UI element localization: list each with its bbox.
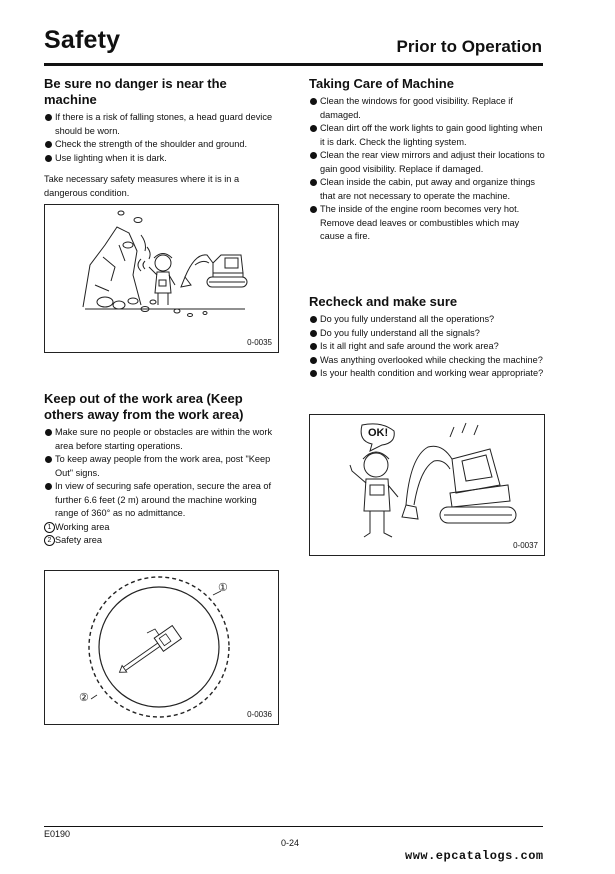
header-divider [44, 63, 543, 66]
bullet-list [309, 95, 545, 244]
figure-ok-check [309, 414, 545, 556]
list-item-text: Clean the windows for good visibility. Replace if damaged. [320, 96, 513, 120]
section-recheck [309, 294, 545, 381]
list-item [309, 122, 545, 149]
section-danger-check [44, 76, 278, 200]
list-item-text: Use lighting when it is dark. [55, 152, 167, 163]
list-item-text: Clean dirt off the work lights to gain good lighting when it is dark. Check the lighting system. [320, 123, 543, 147]
list-item [309, 313, 545, 327]
section-heading: Be sure no danger is near the machine [44, 76, 227, 107]
bullet-icon [310, 330, 317, 337]
legend-text: Safety area [55, 535, 102, 545]
bullet-list [309, 313, 545, 381]
list-item [309, 354, 545, 368]
list-item [44, 480, 278, 521]
list-item [309, 367, 545, 381]
bullet-icon [45, 483, 52, 490]
bullet-icon [45, 114, 52, 121]
list-item [44, 152, 278, 166]
bullet-icon [310, 98, 317, 105]
list-item [44, 426, 278, 453]
bullet-list [44, 111, 278, 165]
callout-safety-area: ② [79, 692, 89, 704]
bullet-icon [310, 316, 317, 323]
legend-list [44, 521, 278, 548]
list-item-text: Was anything overlooked while checking the machine? [320, 354, 543, 365]
figure-falling-stones [44, 204, 279, 353]
bullet-icon [310, 206, 317, 213]
paragraph: Take necessary safety measures where it is in a dangerous condition. [44, 174, 240, 198]
callout-working-area: ① [218, 582, 228, 594]
footer-divider [44, 826, 543, 827]
legend-number: 1 [44, 522, 55, 533]
list-item [44, 138, 278, 152]
page-title: Safety [44, 26, 121, 54]
bullet-icon [310, 370, 317, 377]
bullet-icon [310, 343, 317, 350]
legend-item [44, 534, 278, 548]
list-item [44, 453, 278, 480]
list-item-text: The inside of the engine room becomes very hot. Remove dead leaves or combustibles which may cause a fire. [320, 204, 520, 241]
list-item [309, 149, 545, 176]
figure-id: 0-0036 [247, 710, 272, 719]
bullet-icon [45, 155, 52, 162]
watermark-url: www.epcatalogs.com [405, 849, 544, 863]
figure-work-area-circles [44, 570, 279, 725]
bullet-icon [310, 125, 317, 132]
list-item-text: Check the strength of the shoulder and ground. [55, 139, 248, 149]
illustration-worker-ok-excavator [310, 415, 544, 555]
list-item-text: To keep away people from the work area, post "Keep Out" signs. [55, 454, 271, 478]
list-item-text: If there is a risk of falling stones, a head guard device should be worn. [55, 112, 273, 136]
list-item-text: Do you fully understand all the signals? [320, 327, 480, 338]
list-item-text: In view of securing safe operation, secure the area of further 6.6 feet (2 m) around the machine working range of 360° as no admittance. [55, 481, 272, 518]
bullet-icon [310, 357, 317, 364]
bullet-icon [45, 456, 52, 463]
figure-id: 0-0035 [247, 338, 272, 347]
list-item [309, 327, 545, 341]
section-heading: Keep out of the work area (Keep others away from the work area) [44, 391, 244, 422]
legend-number: 2 [44, 535, 55, 546]
bullet-icon [310, 152, 317, 159]
document-code: E0190 [44, 829, 71, 839]
bullet-icon [45, 429, 52, 436]
list-item-text: Is your health condition and working wear appropriate? [320, 368, 544, 378]
list-item-text: Do you fully understand all the operations? [320, 314, 495, 324]
illustration-worker-rocks [45, 205, 278, 352]
list-item-text: Is it all right and safe around the work area? [320, 341, 499, 351]
list-item-text: Clean the rear view mirrors and adjust their locations to gain good visibility. Replace if damaged. [320, 150, 545, 174]
section-heading: Recheck and make sure [309, 294, 458, 309]
bullet-icon [45, 141, 52, 148]
section-title: Prior to Operation [396, 37, 542, 56]
figure-id: 0-0037 [513, 541, 538, 550]
legend-text: Working area [55, 521, 110, 532]
list-item [309, 203, 545, 244]
list-item-text: Make sure no people or obstacles are within the work area before starting operations. [55, 427, 273, 451]
list-item [309, 176, 545, 203]
list-item [309, 340, 545, 354]
page-number: 0-24 [281, 838, 300, 848]
section-work-area [44, 391, 278, 548]
section-care-machine [309, 76, 545, 244]
ok-speech-text: OK! [368, 427, 389, 439]
legend-item [44, 521, 278, 535]
list-item [309, 95, 545, 122]
list-item-text: Clean inside the cabin, put away and organize things that are not necessary to operate the machine. [320, 177, 536, 201]
section-heading: Taking Care of Machine [309, 76, 454, 91]
list-item [44, 111, 278, 138]
bullet-icon [310, 179, 317, 186]
bullet-list [44, 426, 278, 521]
